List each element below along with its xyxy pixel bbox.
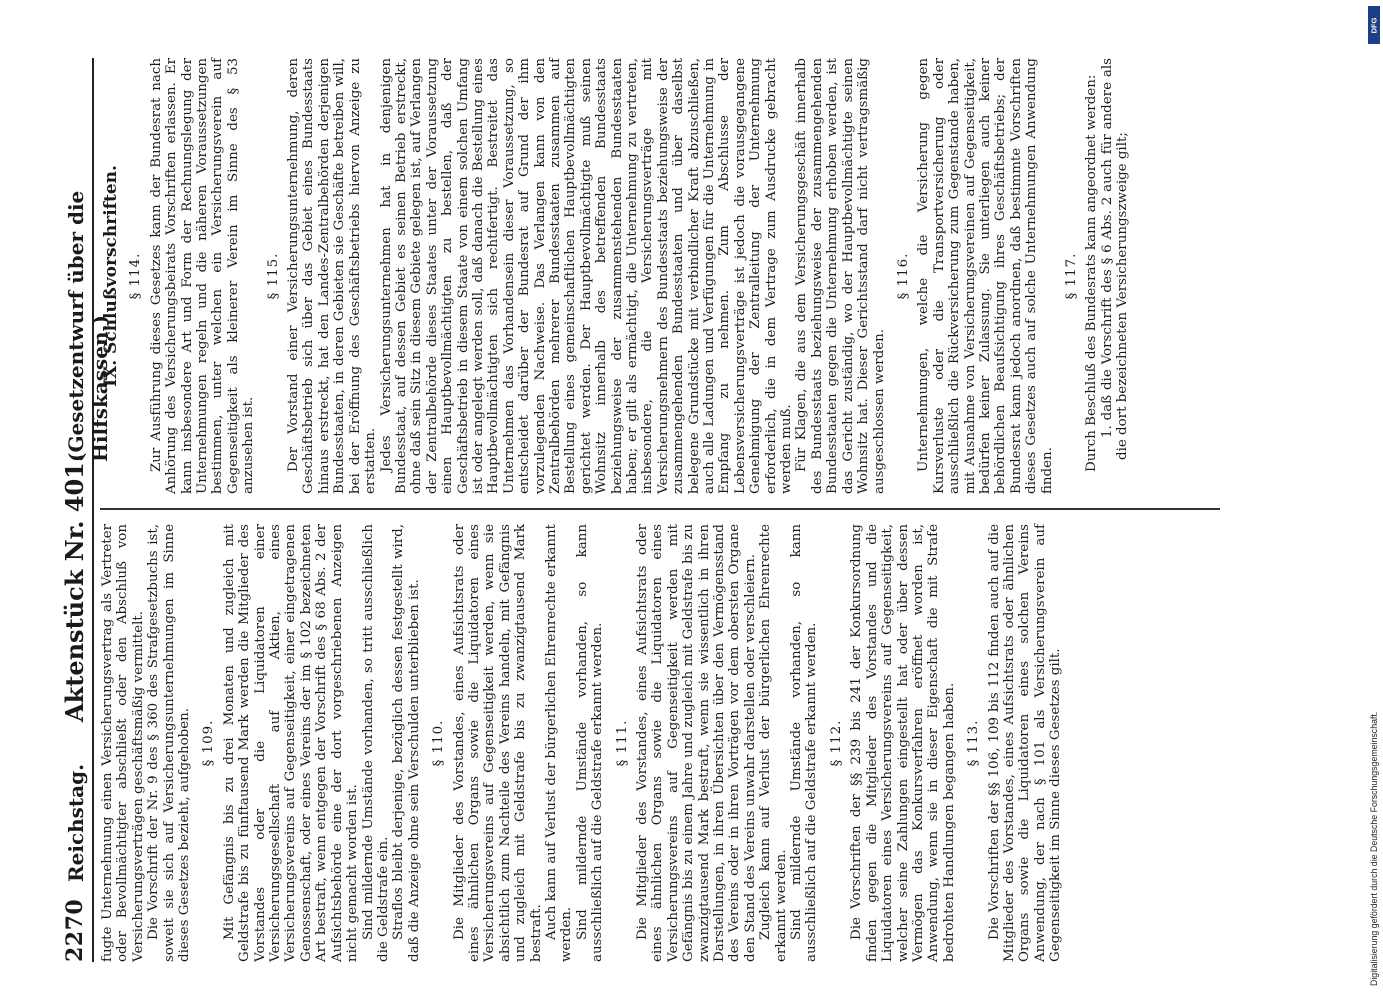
section-heading-116: § 116. bbox=[895, 252, 911, 300]
paragraph: Sind mildernde Umstände vorhanden, so kann ausschließlich auf die Geldstrafe erkannt werden. bbox=[789, 524, 820, 962]
section-heading-111: § 111. bbox=[614, 719, 630, 767]
paragraph: Für Klagen, die aus dem Versicherungsgeschäft innerhalb des Bundesstaats beziehungsweise der zusammengehenden Bundesstaaten gegen die Unternehmung erhoben werden, ist das Gericht zuständig, wo der Hauptbevollmächtigte seinen Wohnsitz hat. Dieser Gerichtsstand darf nicht vertragsmäßig ausgeschlossen werden. bbox=[794, 58, 887, 494]
paragraph: Mit Gefängnis bis zu drei Monaten und zugleich mit Geldstrafe bis zu fünftausend Mark werden die Mitglieder des Vorstandes oder die Liquidatoren einer Versicherungsgesellschaft auf Aktien, eines Versicherungsvereins auf Gegenseitigkeit, einer eingetragenen Genossenschaft, oder eines Vereins der im § 102 bezeichneten Art bestraft, wenn entgegen der Vorschrift des § 68 Abs. 2 der Aufsichtsbehörde eine der dort vorgeschriebenen Anzeigen nicht gemacht worden ist. bbox=[221, 524, 361, 962]
paragraph: fugte Unternehmung einen Versicherungsvertrag als Vertreter oder Bevollmächtigter abschließt oder den Abschluß von Versicherungsverträgen geschäftsmäßig vermittelt. bbox=[100, 524, 146, 962]
section-heading-112: § 112. bbox=[828, 719, 844, 767]
paragraph: Die Vorschriften der §§ 239 bis 241 der Konkursordnung finden gegen die Mitglieder des Vorstandes und die Liquidatoren eines Versicherungsvereins auf Gegenseitigkeit, welcher seine Zahlungen eingestellt hat oder über dessen Vermögen das Konkursverfahren eröffnet worden ist, Anwendung, wenn sie in dieser Eigenschaft die mit Strafe bedrohten Handlungen begangen haben. bbox=[849, 524, 957, 962]
chapter-heading: IX. Schlußvorschriften. bbox=[101, 165, 121, 387]
header-reichstag: Reichstag. bbox=[64, 763, 88, 882]
section-heading-110: § 110. bbox=[431, 719, 447, 767]
paragraph: Straflos bleibt derjenige, bezüglich dessen festgestellt wird, daß die Anzeige ohne sein Verschulden unterblieben ist. bbox=[391, 524, 422, 962]
section-heading-109: § 109. bbox=[201, 719, 217, 767]
paragraph: Der Vorstand einer Versicherungsunternehmung, deren Geschäftsbetrieb sich über das Gebiet eines Bundesstaats hinaus erstreckt, hat den Landes-Zentralbehörden derjenigen Bundesstaaten, in deren Gebieten sie Geschäfte betreiben will, bei der Eröffnung des Geschäftsbetriebs hiervon Anzeige zu erstatten. bbox=[286, 58, 379, 494]
section-heading-115: § 115. bbox=[265, 252, 281, 300]
text-columns bbox=[100, 58, 1220, 962]
paragraph: Sind mildernde Umstände vorhanden, so tritt ausschließlich die Geldstrafe ein. bbox=[360, 524, 391, 962]
header-document-number: Aktenstück Nr. 401. bbox=[60, 453, 89, 722]
paragraph: Zur Ausführung dieses Gesetzes kann der Bundesrat nach Anhörung des Versicherungsbeirats Vorschriften erlassen. Er kann insbesondere Art und Form der Rechnungslegung der Unternehmungen regeln und die näheren Voraussetzungen bestimmen, unter welchen ein Versicherungsverein auf Gegenseitigkeit als kleinerer Verein im Sinne des § 53 anzusehen ist. bbox=[148, 58, 257, 494]
dfg-logo: DFG bbox=[1368, 6, 1380, 44]
paragraph: Die Vorschrift der Nr. 9 des § 360 des Strafgesetzbuchs ist, soweit sie sich auf Versicherungsunternehmungen im Sinne dieses Gesetzes bezieht, aufgehoben. bbox=[146, 524, 193, 962]
page-number: 2270 bbox=[62, 898, 88, 962]
paragraph: Jedes Versicherungsunternehmen hat in denjenigen Bundesstaat, auf dessen Gebiet es seinen Betrieb erstreckt, ohne daß sein Sitz in diesem Gebiete gelegen ist, auf Verlangen der Zentralbehörde dieses Staates unter der Voraussetzung einen Hauptbevollmächtigten zu bestellen, daß der Geschäftsbetrieb in diesem Staate von einem solchen Umfang ist oder angelegt werden soll, daß danach die Bestellung eines Hauptbevollmächtigten sich rechtfertigt. Bestreitet das Unternehmen das Vorhandensein dieser Voraussetzung, so entscheidet darüber der Bundesrat auf Grund der ihm vorzulegenden Nachweise. Das Verlangen kann von den Zentralbehörden mehrerer Bundesstaaten zusammen auf Bestellung eines gemeinschaftlichen Hauptbevollmächtigten gerichtet werden. Der Hauptbevollmächtigte muß seinen Wohnsitz innerhalb des betreffenden Bundesstaats beziehungsweise der zusammenstehenden Bundesstaaten haben; er gilt als ermächtigt, die Unternehmung zu vertreten, insbesondere, die Versicherungsverträge mit Versicherungsnehmern des Bundesstaats beziehungsweise der zusammengehenden Bundesstaaten und über daselbst belegene Grundstücke mit verbindlicher Kraft abzuschließen, auch alle Ladungen und Verfügungen für die Unternehmung in Empfang zu nehmen. Zum Abschlusse der Lebensversicherungsverträge ist jedoch die vorausgegangene Genehmigung der Zentralleitung der Unternehmung erforderlich, die in dem Vertrage zum Ausdrucke gebracht werden muß. bbox=[378, 58, 795, 494]
paragraph: Die Mitglieder des Vorstandes, eines Aufsichtsrats oder eines ähnlichen Organs sowie die Liquidatoren eines Versicherungsvereins auf Gegenseitigkeit werden mit Gefängnis bis zu einem Jahre und zugleich mit Geldstrafe bis zu zwanzigtausend Mark bestraft, wenn sie wissentlich in ihren Darstellungen, in ihren Übersichten über den Vermögensstand des Vereins oder in ihren Vorträgen vor dem obersten Organe den Stand des Vereins unwahr darstellen oder verschleiern. bbox=[635, 524, 758, 962]
paragraph: Die Vorschriften der §§ 106, 109 bis 112 finden auch auf die Mitglieder des Vorstandes, eines Aufsichtsrats oder ähnlichen Organs sowie die Liquidatoren eines solchen Vereins Anwendung, der nach § 101 als Versicherungsverein auf Gegenseitigkeit im Sinne dieses Gesetzes gilt. bbox=[986, 524, 1064, 962]
digitization-note: Digitalisierung gefördert durch die Deutsche Forschungsgemeinschaft. bbox=[1369, 711, 1379, 986]
header-document-title: (Gesetzentwurf über die Hilfskassen.) bbox=[64, 190, 112, 462]
paragraph: Unternehmungen, welche die Versicherung gegen Kursverluste oder die Transportversicherung oder ausschließlich die Rückversicherung zum Gegenstande haben, mit Ausnahme von Versicherungsvereinen auf Gegenseitigkeit, bedürfen keiner Zulassung. Sie unterliegen auch keiner behördlichen Beaufsichtigung ihres Geschäftsbetriebs; der Bundesrat kann jedoch anordnen, daß bestimmte Vorschriften dieses Gesetzes auch auf solche Unternehmungen Anwendung finden. bbox=[916, 58, 1055, 494]
paragraph: Die Mitglieder des Vorstandes, eines Aufsichtsrats oder eines ähnlichen Organs sowie die Liquidatoren eines Versicherungsvereins auf Gegenseitigkeit werden, wenn sie absichtlich zum Nachteile des Vereins handeln, mit Gefängnis und zugleich mit Geldstrafe bis zu zwanzigtausend Mark bestraft. bbox=[451, 524, 544, 962]
paragraph: Durch Beschluß des Bundesrats kann angeordnet werden: bbox=[1084, 74, 1100, 472]
paragraph: Zugleich kann auf Verlust der bürgerlichen Ehrenrechte erkannt werden. bbox=[758, 524, 789, 962]
section-heading-117: § 117. bbox=[1063, 252, 1079, 300]
right-column bbox=[100, 58, 1220, 510]
digitization-credit bbox=[1369, 6, 1379, 996]
list-item: 1. daß die Vorschrift des § 6 Abs. 2 auch für andere als die dort bezeichneten Versicherungszweige gilt; bbox=[1099, 58, 1131, 460]
paragraph: Sind mildernde Umstände vorhanden, so kann ausschließlich auf die Geldstrafe erkannt werden. bbox=[574, 524, 606, 962]
section-heading-114: § 114. bbox=[128, 252, 144, 300]
paragraph: Auch kann auf Verlust der bürgerlichen Ehrenrechte erkannt werden. bbox=[543, 524, 575, 962]
left-column bbox=[100, 510, 1220, 962]
section-heading-113: § 113. bbox=[966, 719, 982, 767]
